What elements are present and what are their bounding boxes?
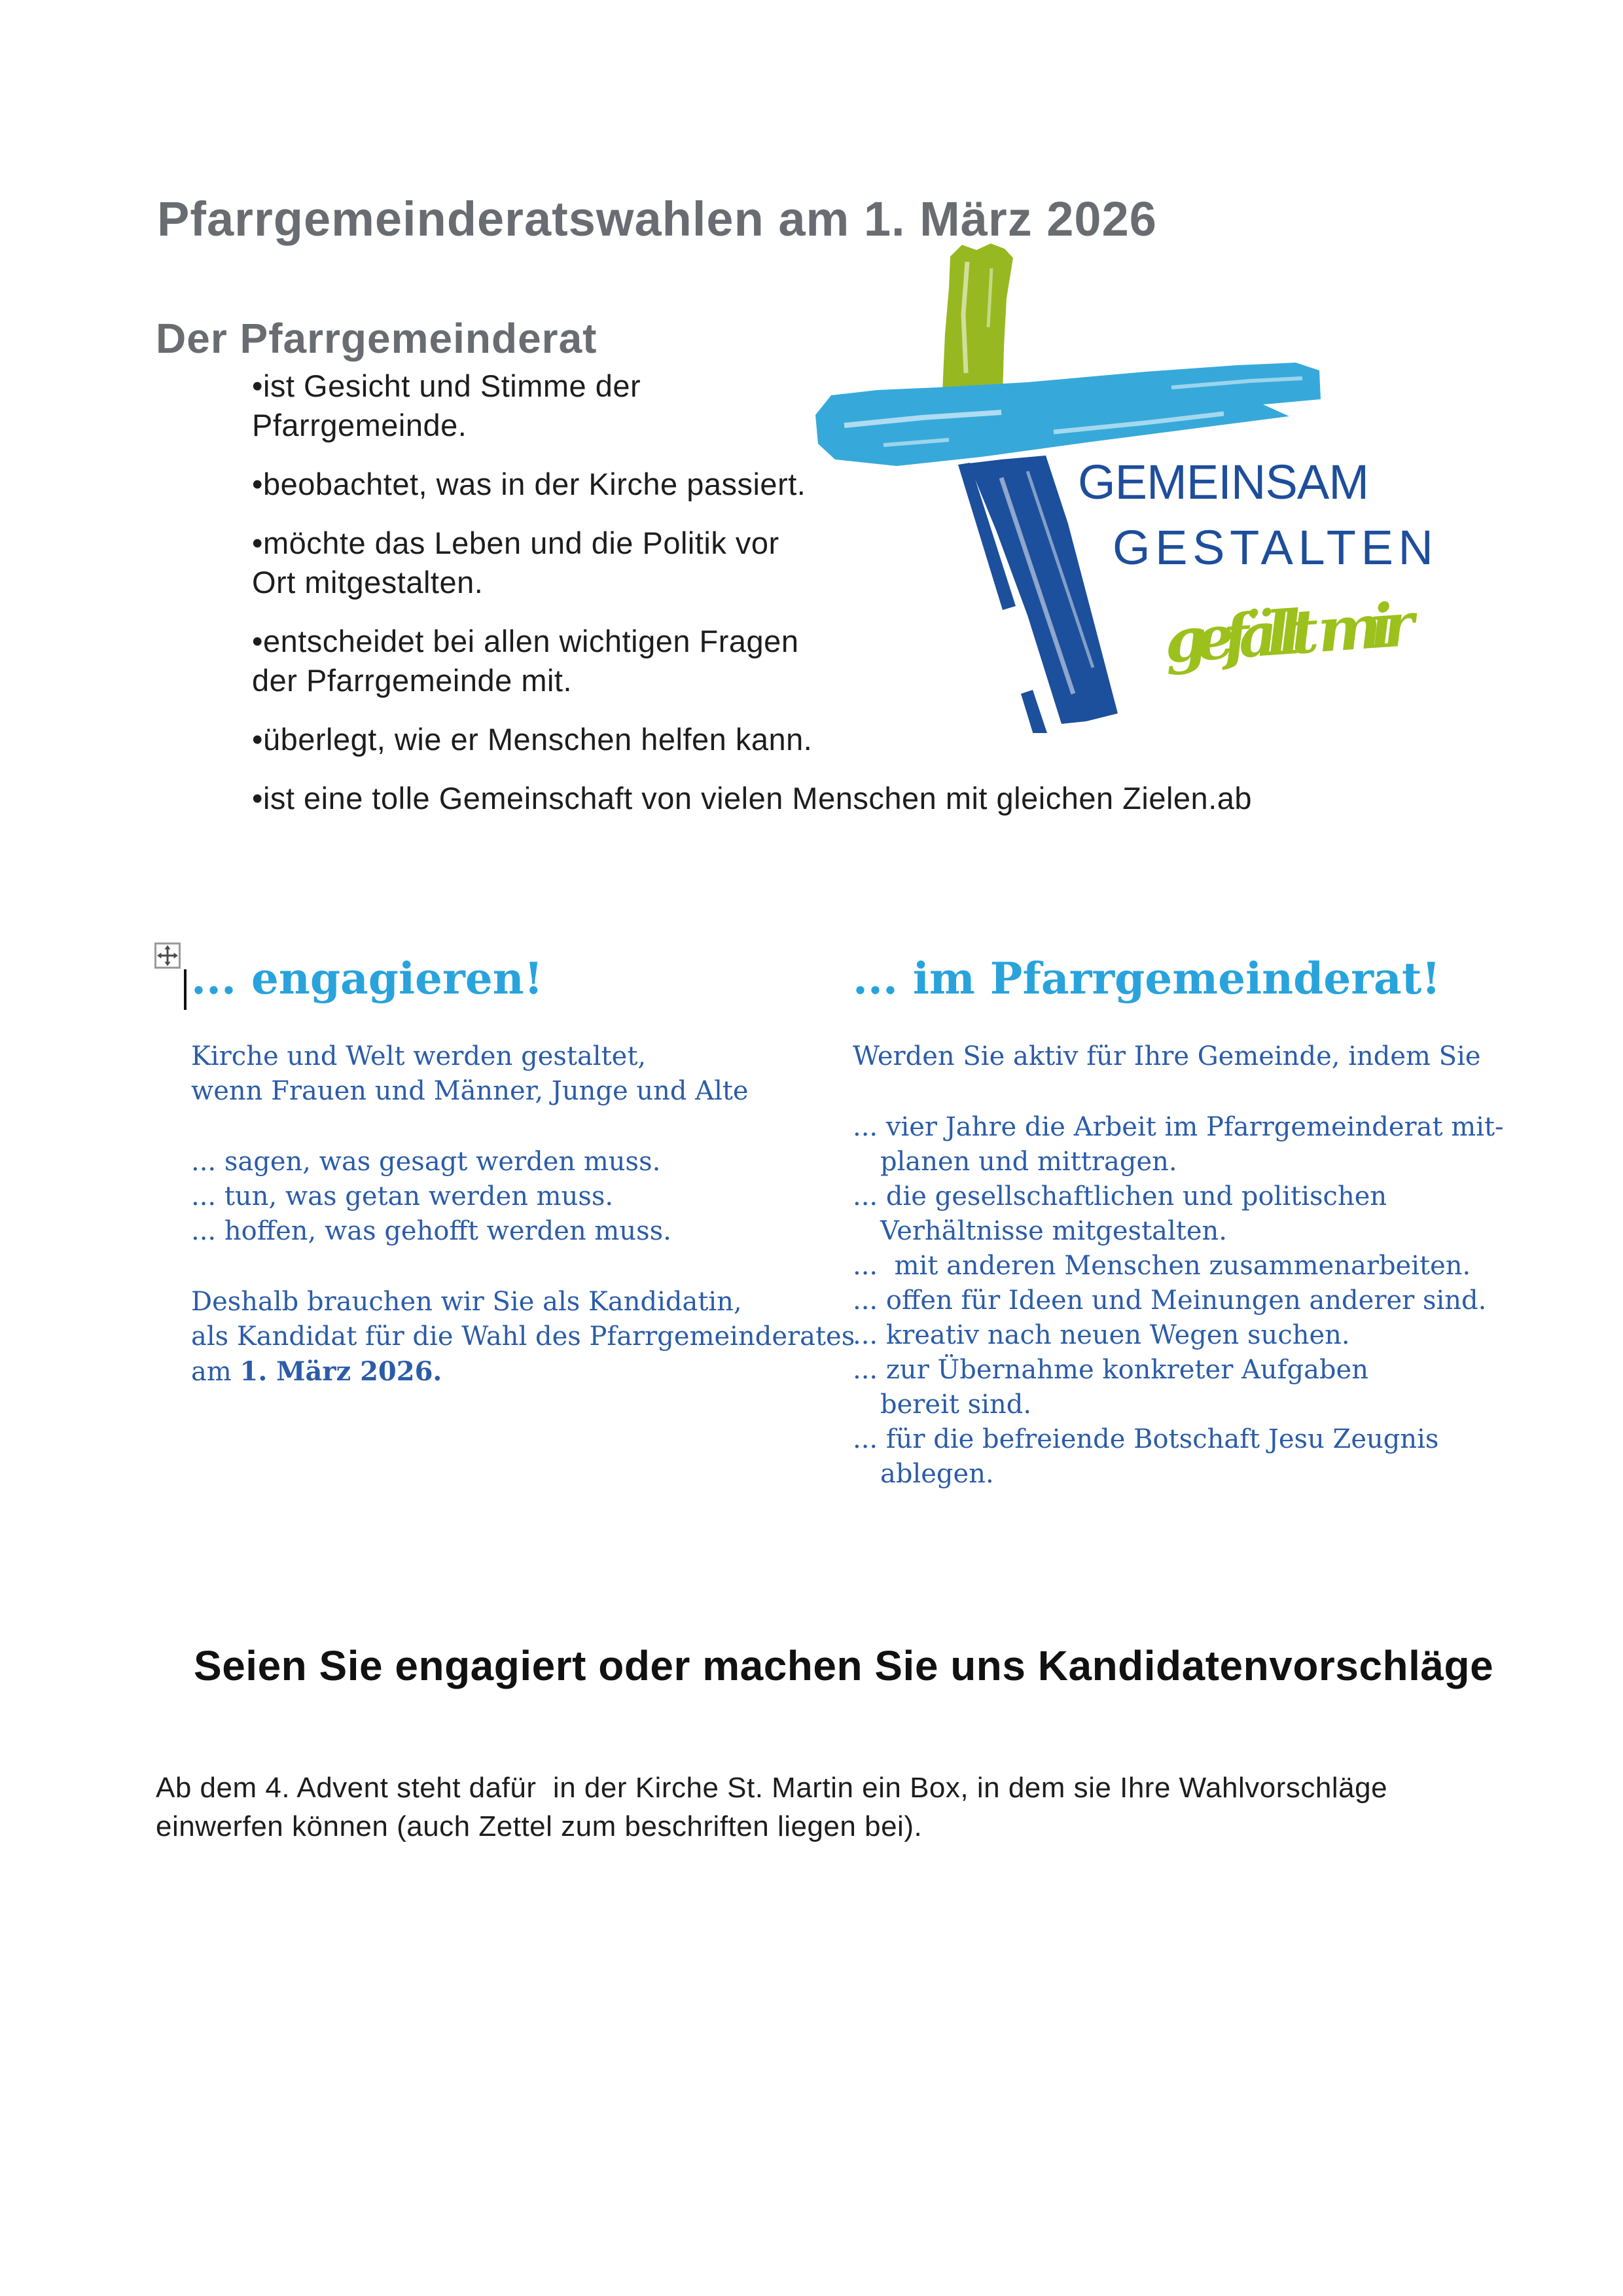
bullet-line: •möchte das Leben und die Politik vor <box>252 526 779 560</box>
logo-wordmark-line1: GEMEINSAM <box>1078 455 1369 509</box>
logo-lightblue-stroke <box>815 363 1321 466</box>
bullet-line: •überlegt, wie er Menschen helfen kann. <box>252 722 813 757</box>
column-left-line: wenn Frauen und Männer, Junge und Alte <box>191 1076 749 1106</box>
column-right-body <box>853 1039 1504 1492</box>
footer-paragraph-line: einwerfen können (auch Zettel zum beschriften liegen bei). <box>156 1810 923 1842</box>
footer-paragraph-line: Ab dem 4. Advent steht dafür in der Kirche St. Martin ein Box, in dem sie Ihre Wahlvorschläge <box>156 1772 1388 1804</box>
column-left-line: Kirche und Welt werden gestaltet, <box>191 1041 647 1071</box>
footer-paragraph <box>156 1768 1387 1846</box>
page-title: Pfarrgemeinderatswahlen am 1. März 2026 <box>157 192 1157 246</box>
column-right-line: ... offen für Ideen und Meinungen anderer sind. <box>853 1285 1487 1316</box>
bullet-line: •ist Gesicht und Stimme der <box>252 368 641 403</box>
closing-prefix: am <box>191 1357 240 1387</box>
column-right-line: Verhältnisse mitgestalten. <box>880 1216 1228 1246</box>
bullet-line: der Pfarrgemeinde mit. <box>252 663 573 698</box>
bullet-line: Ort mitgestalten. <box>252 565 484 600</box>
bullet-line: •entscheidet bei allen wichtigen Fragen <box>252 624 799 658</box>
column-right-line: ... für die befreiende Botschaft Jesu Zeugnis <box>853 1424 1439 1454</box>
column-left-line: ... hoffen, was gehofft werden muss. <box>191 1216 671 1246</box>
column-left-heading: ... engagieren! <box>191 953 543 1004</box>
gemeinsam-gestalten-logo <box>805 236 1453 736</box>
logo-wordmark-line2: GESTALTEN <box>1113 520 1433 575</box>
section-heading: Der Pfarrgemeinderat <box>156 315 597 362</box>
column-left-line: ... sagen, was gesagt werden muss. <box>191 1147 661 1177</box>
column-left-line: ... tun, was getan werden muss. <box>191 1181 614 1211</box>
column-right-heading: ... im Pfarrgemeinderat! <box>853 953 1441 1004</box>
text-cursor-icon <box>184 969 187 1010</box>
object-move-anchor-icon[interactable] <box>154 942 181 969</box>
column-right-line: planen und mittragen. <box>880 1147 1177 1177</box>
column-left-body <box>191 1039 855 1390</box>
bullet-item <box>252 779 1430 818</box>
bullet-line: •ist eine tolle Gemeinschaft von vielen Menschen mit gleichen Zielen.ab <box>252 781 1253 816</box>
four-arrows-move-icon <box>156 944 179 967</box>
column-left-line: als Kandidat für die Wahl des Pfarrgemeinderates <box>191 1321 855 1352</box>
column-right-line: ... mit anderen Menschen zusammenarbeiten. <box>853 1251 1471 1281</box>
bullet-line: Pfarrgemeinde. <box>252 408 467 442</box>
column-left-line: Deshalb brauchen wir Sie als Kandidatin, <box>191 1287 742 1317</box>
column-right-line: Werden Sie aktiv für Ihre Gemeinde, indem Sie <box>853 1041 1481 1071</box>
column-right-line: ablegen. <box>880 1459 994 1489</box>
bullet-line: •beobachtet, was in der Kirche passiert. <box>252 467 806 501</box>
brush-cross-logo-graphic <box>805 236 1453 733</box>
column-right-line: ... vier Jahre die Arbeit im Pfarrgemeinderat mit- <box>853 1112 1504 1142</box>
column-right-line: ... die gesellschaftlichen und politischen <box>853 1181 1387 1211</box>
election-date: 1. März 2026. <box>240 1356 442 1387</box>
logo-tagline: gefällt mir <box>1162 588 1417 677</box>
logo-green-stroke <box>942 243 1013 398</box>
column-right-line: ... kreativ nach neuen Wegen suchen. <box>853 1320 1350 1350</box>
column-left-line-date <box>191 1354 855 1390</box>
footer-heading: Seien Sie engagiert oder machen Sie uns Kandidatenvorschläge <box>194 1642 1494 1689</box>
column-right-line: bereit sind. <box>880 1390 1032 1420</box>
column-right-line: ... zur Übernahme konkreter Aufgaben <box>853 1355 1368 1385</box>
